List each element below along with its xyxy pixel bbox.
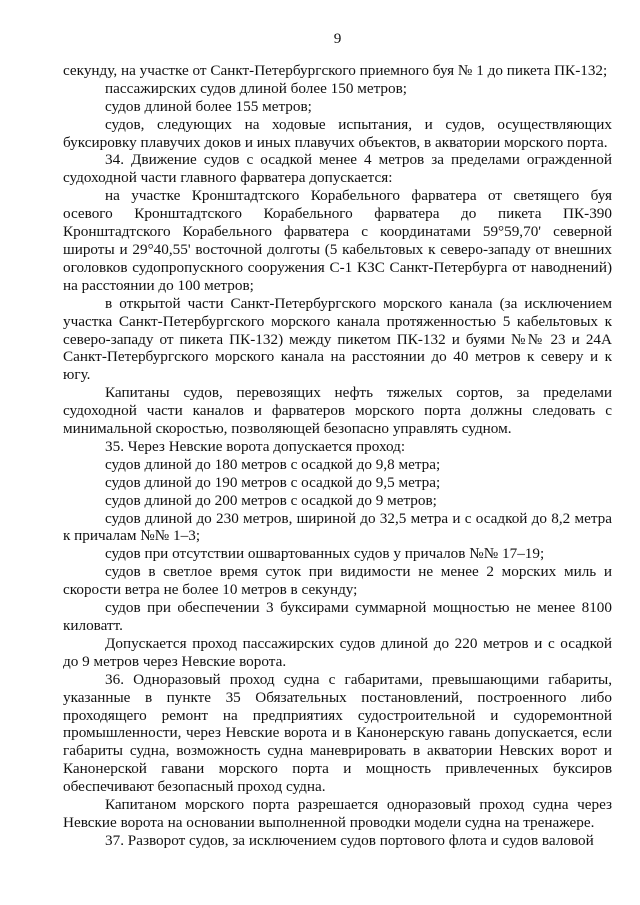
paragraph: судов длиной до 230 метров, шириной до 32,5 метра и с осадкой до 8,2 метра к причалам №№ 1–3;	[63, 509, 612, 545]
paragraph: пассажирских судов длиной более 150 метров;	[105, 79, 407, 97]
paragraph: в открытой части Санкт-Петербургского морского канала (за исключением участка Санкт-Петербургского морского канала протяженностью 5 кабельтовых к северо-западу от пикета ПК-132) между пикетом ПК-132 и буями №№ 23 и 24А Санкт-Петербургского морского канала на расстоянии до 40 метров к северу и к югу.	[63, 294, 612, 384]
paragraph: судов, следующих на ходовые испытания, и судов, осуществляющих буксировку плавучих доков и иных плавучих объектов, в акватории морского порта.	[63, 115, 612, 151]
paragraph: судов длиной до 200 метров с осадкой до 9 метров;	[105, 491, 437, 509]
paragraph: 37. Разворот судов, за исключением судов портового флота и судов валовой	[105, 831, 594, 849]
paragraph: Допускается проход пассажирских судов длиной до 220 метров и с осадкой до 9 метров через Невские ворота.	[63, 634, 612, 670]
paragraph: 34. Движение судов с осадкой менее 4 метров за пределами огражденной судоходной части главного фарватера допускается:	[63, 151, 612, 187]
paragraph: 36. Одноразовый проход судна с габаритами, превышающими габариты, указанные в пункте 35 Обязательных постановлений, построенного либо проходящего ремонт на предприятиях судостроительной и судоремонтной промышленности, через Невские ворота и в Канонерскую гавань допускается, если габариты судна, возможность судна маневрировать в акватории Невских ворот и Канонерской гавани морского порта и мощность привлеченных буксиров обеспечивают безопасный проход судна.	[63, 670, 612, 796]
page-number: 9	[333, 30, 342, 47]
paragraph: 35. Через Невские ворота допускается проход:	[105, 437, 406, 455]
paragraph: судов в светлое время суток при видимости не менее 2 морских миль и скорости ветра не более 10 метров в секунду;	[63, 563, 612, 599]
paragraph: судов длиной до 190 метров с осадкой до 9,5 метра;	[105, 473, 441, 491]
document-body	[63, 62, 612, 850]
paragraph: Капитаном морского порта разрешается одноразовый проход судна через Невские ворота на основании выполненной проводки модели судна на тренажере.	[63, 796, 612, 831]
paragraph: на участке Кронштадтского Корабельного фарватера от светящего буя осевого Кронштадтского Корабельного фарватера до пикета ПК-390 Кронштадтского Корабельного фарватера с координатами 59°59,70' северной широты и 29°40,55' восточной долготы (5 кабельтовых к северо-западу от внешних оголовков судопропускного сооружения С-1 КЗС Санкт-Петербурга от наводнений) на расстоянии до 100 метров;	[63, 187, 612, 294]
paragraph: судов при отсутствии ошвартованных судов у причалов №№ 17–19;	[105, 545, 545, 563]
paragraph: секунду, на участке от Санкт-Петербургского приемного буя № 1 до пикета ПК-132;	[63, 61, 608, 79]
document-page	[63, 30, 612, 850]
paragraph: судов длиной более 155 метров;	[105, 97, 312, 115]
paragraph: судов при обеспечении 3 буксирами суммарной мощностью не менее 8100 киловатт.	[63, 599, 612, 634]
paragraph: судов длиной до 180 метров с осадкой до 9,8 метра;	[105, 455, 441, 473]
paragraph: Капитаны судов, перевозящих нефть тяжелых сортов, за пределами судоходной части каналов и фарватеров морского порта должны следовать с минимальной скоростью, позволяющей безопасно управлять судном.	[63, 384, 612, 438]
